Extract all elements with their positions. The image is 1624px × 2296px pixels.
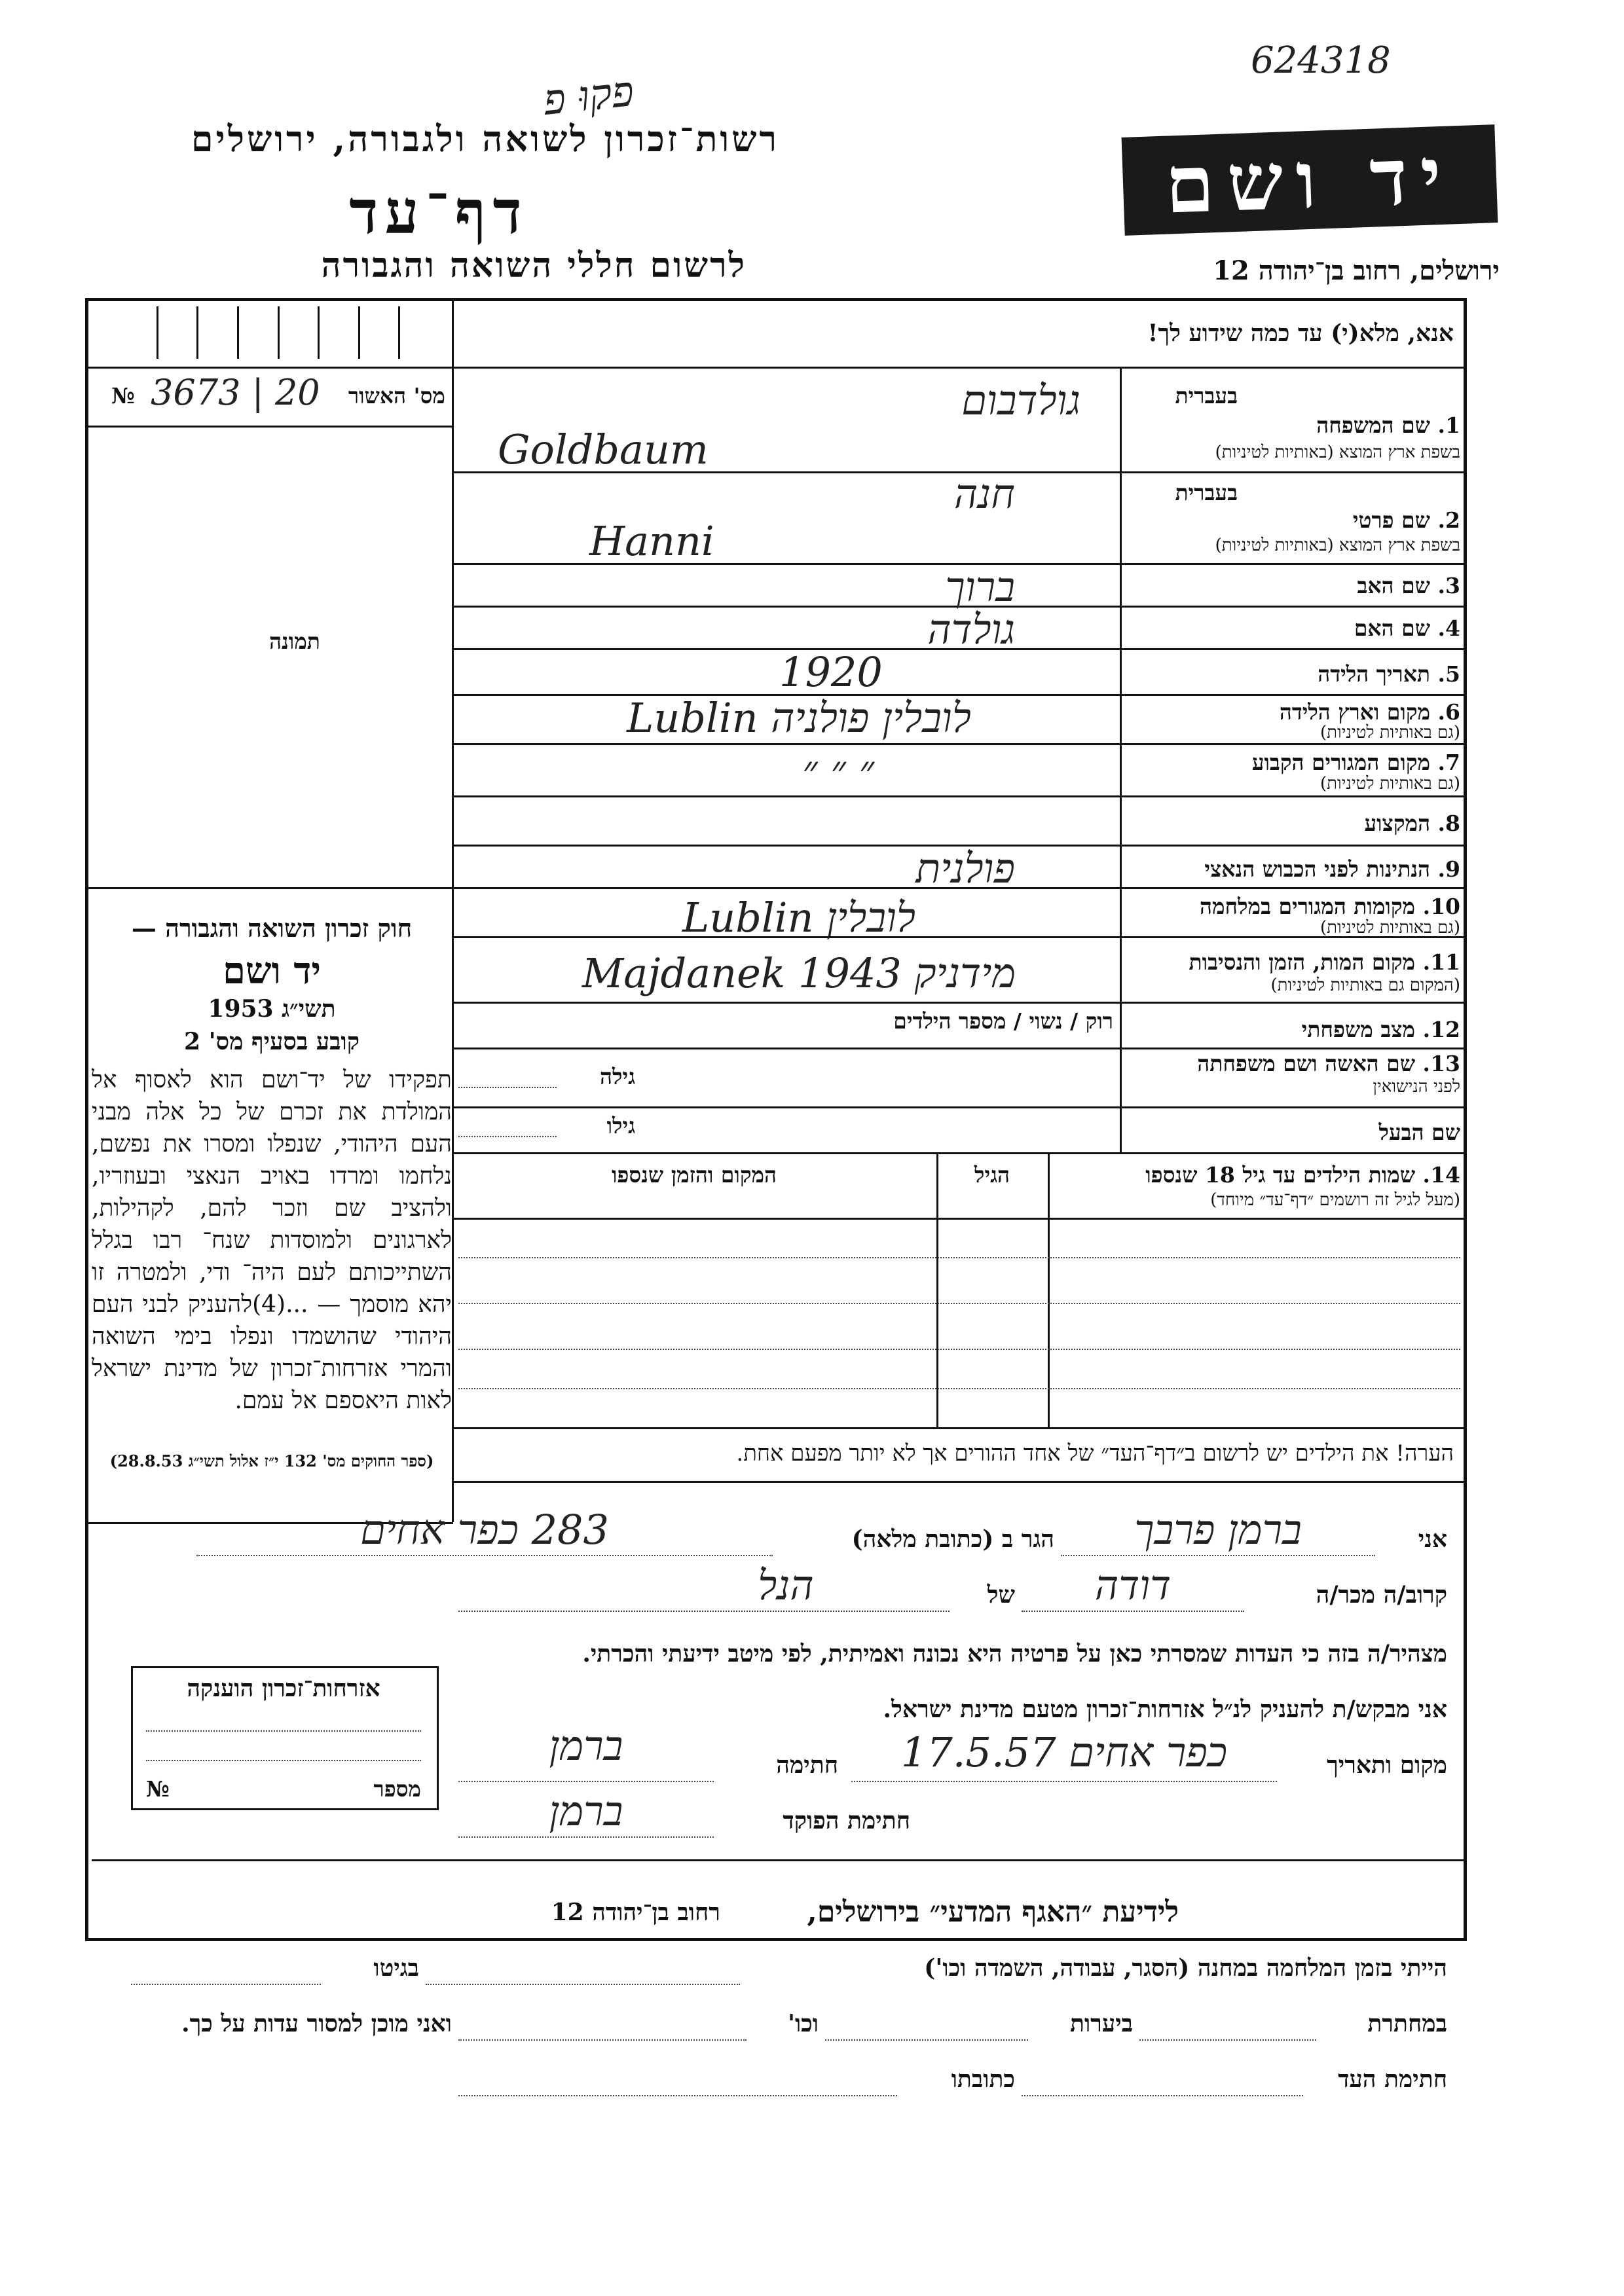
label-column-divider (1120, 367, 1122, 1152)
f10-value: לובלין Lublin (682, 894, 915, 941)
certificate-number-label: מספר (373, 1776, 421, 1802)
f7-value: ״ ״ ״ (802, 746, 875, 794)
relative-line (1022, 1611, 1244, 1612)
handwritten-top-note: פקוּ פ (541, 67, 637, 126)
bottom-etc-dots (458, 2039, 747, 2041)
signature-value: ברמן (549, 1722, 623, 1770)
children-header-line (452, 1218, 1467, 1220)
bottom-address-label: כתובתו (951, 2066, 1015, 2093)
f2-hebrew-value: חנה (953, 470, 1015, 518)
bottom-forests-label: ביערות (1069, 2010, 1133, 2037)
approval-ticks (118, 306, 439, 359)
bottom-address-dots (458, 2095, 897, 2096)
official-signature-label: חתימת הפוקד (783, 1807, 910, 1834)
resident-line (196, 1555, 773, 1556)
f7-label: 7. מקום המגורים הקבוע (1251, 750, 1460, 775)
row-sep-14 (452, 1152, 1467, 1154)
f11-sublabel: (המקום גם באותיות לטיניות) (1270, 975, 1460, 995)
f10-label: 10. מקומות המגורים במלחמה (1200, 894, 1460, 919)
photo-box-bottom (85, 887, 453, 889)
law-reference: (ספר החוקים מס' 132 י״ז אלול תשי״ג 28.8.53) (109, 1451, 434, 1470)
signature-label: חתימה (776, 1751, 838, 1779)
children-row-2 (458, 1303, 1460, 1304)
f6-value: לובלין פולניה Lublin (627, 694, 971, 742)
f9-value: פולנית (915, 845, 1015, 892)
resident-value: 283 כפר אחים (360, 1506, 609, 1554)
bottom-separator (92, 1859, 1467, 1861)
children-row-4 (458, 1388, 1460, 1389)
approval-no-mark: № (111, 383, 135, 409)
form-title: דף־עד (349, 177, 528, 247)
address-line: ירושלים, רחוב בן־יהודה 12 (1213, 255, 1500, 286)
f13-label: 13. שם האשה ושם משפחתה (1197, 1051, 1460, 1076)
f5-value: 1920 (779, 648, 883, 696)
husband-label: שם הבעל (1378, 1120, 1460, 1145)
place-date-label: מקום ותאריך (1327, 1751, 1447, 1779)
f2-latin-value: Hanni (589, 517, 714, 565)
f13-age-label: גילה (600, 1064, 635, 1089)
f8-label: 8. המקצוע (1364, 811, 1460, 836)
place-date-line (851, 1781, 1277, 1782)
bottom-ghetto-dots (131, 1984, 321, 1985)
of-label: של (987, 1581, 1015, 1609)
children-col-age-right (936, 1152, 938, 1427)
row-sep-7 (452, 795, 1467, 797)
certificate-line-2 (146, 1760, 421, 1761)
f13-age-line (458, 1087, 557, 1088)
f1-hebrew-value: גולדבום (961, 376, 1080, 424)
relative-value: דודה (1094, 1561, 1172, 1609)
f12-label: 12. מצב משפחתי (1301, 1017, 1460, 1042)
f6-sublabel: (גם באותיות לטיניות) (1320, 723, 1460, 742)
f11-value: מידניק 1943 Majdanek (581, 949, 1016, 997)
f2-label: 2. שם פרטי (1352, 507, 1460, 533)
bottom-forests-dots (825, 2039, 1028, 2041)
declarant-label: אני (1418, 1525, 1447, 1553)
f14-age-column: הגיל (974, 1162, 1010, 1188)
approval-bottom-line (85, 426, 453, 428)
bottom-line1-dots (426, 1984, 740, 1985)
f4-label: 4. שם האם (1354, 615, 1460, 641)
f12-options: רוק / נשוי / מספר הילדים (893, 1008, 1113, 1034)
official-signature-line (458, 1836, 714, 1838)
of-value: הנל (758, 1561, 814, 1609)
children-col-name-left (1048, 1152, 1050, 1427)
of-line (458, 1611, 950, 1612)
f6-label: 6. מקום וארץ הלידה (1279, 699, 1460, 725)
f10-sublabel: (גם באותיות לטיניות) (1320, 918, 1460, 938)
f1-label: 1. שם המשפחה (1316, 412, 1460, 438)
official-signature-value: ברמן (549, 1787, 623, 1835)
f2-sublabel: בשפת ארץ המוצא (באותיות לטיניות) (1215, 536, 1460, 555)
f1-sublabel: בשפת ארץ המוצא (באותיות לטיניות) (1215, 443, 1460, 462)
handwritten-document-number: 624318 (1251, 39, 1391, 82)
signature-line (458, 1781, 714, 1782)
bottom-testimony-text: ואני מוכן למסור עדות על כך. (181, 2010, 452, 2037)
bottom-line1-label: הייתי בזמן המלחמה במחנה (הסגר, עבודה, השמדה וכו') (924, 1954, 1447, 1982)
bottom-title: לידיעת ״האגף המדעי״ בירושלים, (807, 1895, 1179, 1929)
f9-label: 9. הנתינות לפני הכבוש הנאצי (1204, 856, 1460, 882)
bottom-witness-signature-dots (1022, 2095, 1303, 2096)
f7-sublabel: (גם באותיות לטיניות) (1320, 774, 1460, 793)
children-note: הערה! את הילדים יש לרשום ב״דף־העד״ של אחד ההורים אך לא יותר מפעם אחת. (736, 1440, 1454, 1467)
law-title: חוק זכרון השואה והגבורה — (131, 913, 413, 943)
f13-sublabel: לפני הנישואין (1373, 1077, 1460, 1097)
law-year: תשי״ג 1953 (208, 995, 336, 1023)
bottom-witness-signature-label: חתימת העד (1338, 2066, 1447, 2093)
approval-label: מס' האשור (348, 383, 445, 409)
f14-sublabel: (מעל לגיל זה רושמים ״דף־עד״ מיוחד) (1210, 1190, 1460, 1210)
bottom-etc-label: וכו' (787, 2010, 819, 2037)
place-date-value: כפר אחים 17.5.57 (900, 1728, 1228, 1776)
children-row-3 (458, 1349, 1460, 1350)
yad-vashem-logo: יד ושם (1122, 124, 1498, 236)
f5-label: 5. תאריך הלידה (1318, 661, 1460, 687)
certificate-no-mark: № (146, 1776, 170, 1802)
bottom-title-address: רחוב בן־יהודה 12 (551, 1899, 720, 1926)
law-name: יד ושם (222, 949, 322, 993)
certificate-box (131, 1666, 439, 1810)
declaration-text: מצהיר/ה בזה כי העדות שמסרתי כאן על פרטיה היא נכונה ואמיתית, לפי מיטב ידיעתי והכרתי. (582, 1640, 1447, 1667)
row-sep-13 (452, 1106, 1467, 1108)
law-clause: קובע בסעיף מס' 2 (184, 1028, 360, 1055)
instruction-row-line (452, 367, 1467, 369)
f3-label: 3. שם האב (1357, 573, 1460, 598)
certificate-line-1 (146, 1730, 421, 1732)
husband-age-line (458, 1136, 557, 1137)
photo-label: תמונה (269, 629, 320, 654)
approval-top-line (85, 367, 453, 369)
f11-label: 11. מקום המות, הזמן והנסיבות (1189, 949, 1460, 975)
f2-hebrew-tag: בעברית (1175, 480, 1238, 505)
declarant-line (1061, 1555, 1375, 1556)
relative-label: קרוב/ה מכר/ה (1316, 1581, 1447, 1609)
f4-value: גולדה (927, 606, 1015, 653)
form-subtitle: לרשום חללי השואה והגבורה (321, 246, 747, 285)
f14-label: 14. שמות הילדים עד גיל 18 שנספו (1145, 1162, 1460, 1188)
husband-age-label: גילו (606, 1113, 635, 1139)
bottom-underground-dots (1139, 2039, 1316, 2041)
note-bottom-line (452, 1481, 1467, 1483)
bottom-underground-label: במחתרת (1367, 2010, 1447, 2037)
children-row-1 (458, 1257, 1460, 1258)
f1-hebrew-tag: בעברית (1175, 383, 1238, 409)
instruction-text: אנא, מלא(י) עד כמה שידוע לך! (1147, 319, 1454, 347)
left-column-divider (452, 298, 454, 1522)
row-sep-12 (452, 1048, 1467, 1049)
f3-value: ברוך (945, 563, 1015, 611)
children-bottom-line (452, 1427, 1467, 1429)
row-sep-6 (452, 743, 1467, 745)
f1-latin-value: Goldbaum (498, 426, 709, 473)
request-text: אני מבקש/ת להעניק לנ״ל אזרחות־זכרון מטעם מדינת ישראל. (883, 1696, 1447, 1723)
declarant-value: ברמן פרבך (1134, 1506, 1302, 1554)
f14-place-column: המקום והזמן שנספו (611, 1162, 777, 1188)
organization-line: רשות־זכרון לשואה ולגבורה, ירושלים (191, 118, 779, 160)
resident-label: הגר ב (כתובת מלאה) (851, 1525, 1054, 1553)
row-sep-11 (452, 1002, 1467, 1004)
bottom-ghetto-label: בגיטו (373, 1954, 419, 1982)
certificate-title: אזרחות־זכרון הוענקה (187, 1675, 380, 1702)
law-text: תפקידו של יד־ושם הוא לאסוף אל המולדת את זכרם של כל אלה מבני העם היהודי, שנפלו ומסרו את נפשם, נלחמו ומרדו באויב הנאצי ובעוזריו, ולהציב שם וזכר להם, לקהילות, לארגונים ולמוסדות שנח־ רבו בגלל השתייכותם לעם היה־ ודי, ולמטרה זו יהא מוסמך — ...(4)להעניק לבני העם היהודי שהושמדו ונפלו בימי השואה והמרי אזרחות־זכרון של מדינת ישראל לאות היאספם אל עמם. (92, 1066, 452, 1414)
approval-number-value: 3673 | 20 (151, 372, 320, 413)
